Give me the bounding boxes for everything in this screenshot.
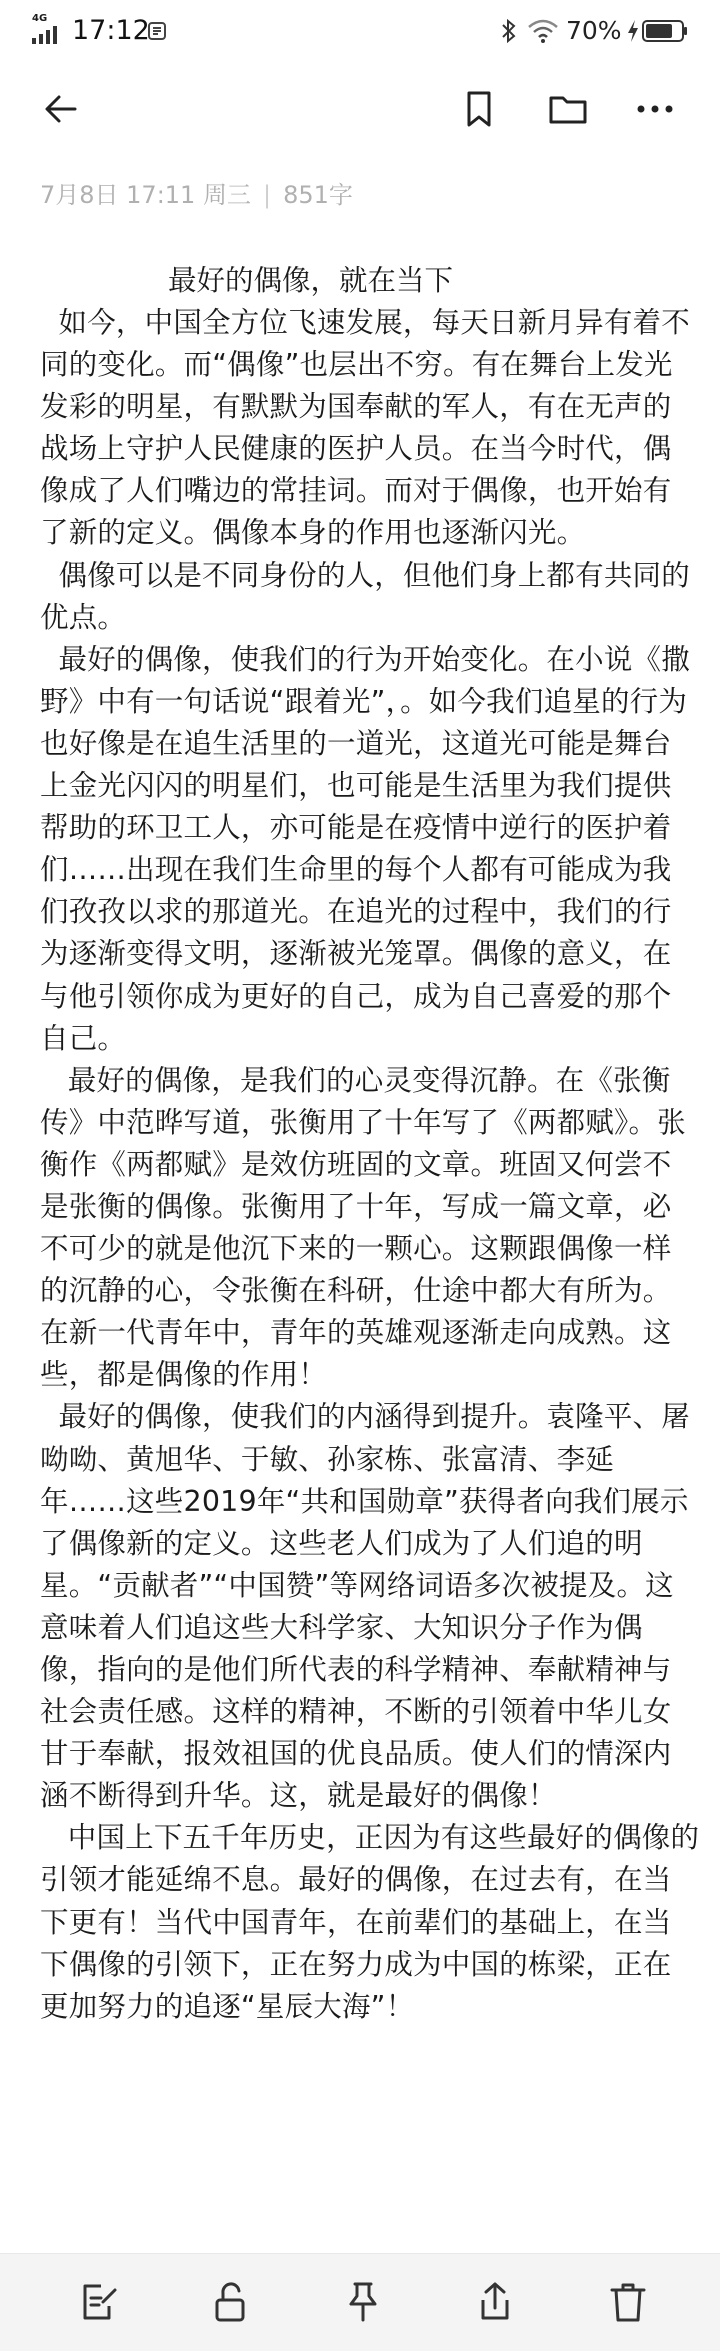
word-count: 851字 bbox=[283, 181, 353, 209]
share-button[interactable] bbox=[472, 2279, 518, 2325]
battery-percent: 70% bbox=[566, 16, 622, 45]
move-to-folder-button[interactable] bbox=[543, 84, 593, 134]
delete-button[interactable] bbox=[605, 2279, 651, 2325]
status-bar bbox=[0, 0, 720, 64]
edit-button[interactable] bbox=[76, 2279, 122, 2325]
article-title: 最好的偶像，就在当下 bbox=[168, 264, 454, 297]
note-body[interactable] bbox=[40, 260, 700, 2028]
bookmark-button[interactable] bbox=[454, 84, 504, 134]
cellular-signal-icon bbox=[32, 14, 62, 44]
paragraph: 中国上下五千年历史，正因为有这些最好的偶像的引领才能延绵不息。最好的偶像，在过去有，在当下更有！当代中国青年，在前辈们的基础上，在当下偶像的引领下，正在努力成为中国的栋梁，正在更加努力的追逐“星辰大海”！ bbox=[40, 1821, 700, 2023]
bluetooth-icon bbox=[500, 18, 518, 44]
note-datetime: 7月8日 17:11 周三 bbox=[40, 181, 251, 209]
paragraph: 如今，中国全方位飞速发展，每天日新月异有着不同的变化。而“偶像”也层出不穷。有在舞台上发光发彩的明星，有默默为国奉献的军人，有在无声的战场上守护人民健康的医护人员。在当今时代，偶像成了人们嘴边的常挂词。而对于偶像，也开始有了新的定义。偶像本身的作用也逐渐闪光。 bbox=[40, 306, 690, 550]
share-icon bbox=[475, 2280, 515, 2324]
wifi-icon bbox=[527, 18, 559, 44]
unlock-icon bbox=[211, 2280, 251, 2324]
note-meta bbox=[40, 178, 353, 212]
lock-button[interactable] bbox=[208, 2279, 254, 2325]
app-notification-icon bbox=[148, 22, 166, 40]
paragraph: 最好的偶像，使我们的行为开始变化。在小说《撒野》中有一句话说“跟着光”，。如今我们追星的行为也好像是在追生活里的一道光，这道光可能是舞台上金光闪闪的明星们，也可能是生活里为我们提供帮助的环卫工人，亦可能是在疫情中逆行的医护着们……出现在我们生命里的每个人都有可能成为我们孜孜以求的那道光。在追光的过程中，我们的行为逐渐变得文明，逐渐被光笼罩。偶像的意义，在与他引领你成为更好的自己，成为自己喜爱的那个自己。 bbox=[40, 642, 690, 1055]
charging-icon bbox=[626, 18, 640, 44]
status-time: 17:12 bbox=[72, 15, 150, 46]
bookmark-icon bbox=[461, 89, 497, 129]
pin-button[interactable] bbox=[340, 2279, 386, 2325]
network-type: 4G bbox=[32, 13, 48, 24]
battery-icon bbox=[642, 20, 688, 42]
paragraph: 最好的偶像，是我们的心灵变得沉静。在《张衡传》中范晔写道，张衡用了十年写了《两都赋》。张衡作《两都赋》是效仿班固的文章。班固又何尝不是张衡的偶像。张衡用了十年，写成一篇文章，必不可少的就是他沉下来的一颗心。这颗跟偶像一样的沉静的心，令张衡在科研，仕途中都大有所为。在新一代青年中，青年的英雄观逐渐走向成熟。这些，都是偶像的作用！ bbox=[40, 1063, 686, 1392]
folder-icon bbox=[547, 89, 589, 129]
back-arrow-icon bbox=[41, 89, 81, 129]
pin-icon bbox=[343, 2280, 383, 2324]
paragraph: 最好的偶像，使我们的内涵得到提升。袁隆平、屠呦呦、黄旭华、于敏、孙家栋、张富清、李延年……这些2019年“共和国勋章”获得者向我们展示了偶像新的定义。这些老人们成为了人们追的明星。“贡献者”“中国赞”等网络词语多次被提及。这意味着人们追这些大科学家、大知识分子作为偶像，指向的是他们所代表的科学精神、奉献精神与社会责任感。这样的精神，不断的引领着中华儿女甘于奉献，报效祖国的优良品质。使人们的情深内涵不断得到升华。这，就是最好的偶像！ bbox=[40, 1400, 690, 1813]
bottom-action-bar bbox=[0, 2253, 720, 2351]
top-toolbar bbox=[0, 64, 720, 154]
back-button[interactable] bbox=[36, 84, 86, 134]
paragraph: 偶像可以是不同身份的人，但他们身上都有共同的优点。 bbox=[40, 558, 690, 634]
more-options-button[interactable] bbox=[630, 84, 680, 134]
more-icon bbox=[635, 103, 675, 115]
trash-icon bbox=[608, 2280, 648, 2324]
meta-divider: | bbox=[262, 181, 272, 209]
edit-note-icon bbox=[79, 2280, 119, 2324]
